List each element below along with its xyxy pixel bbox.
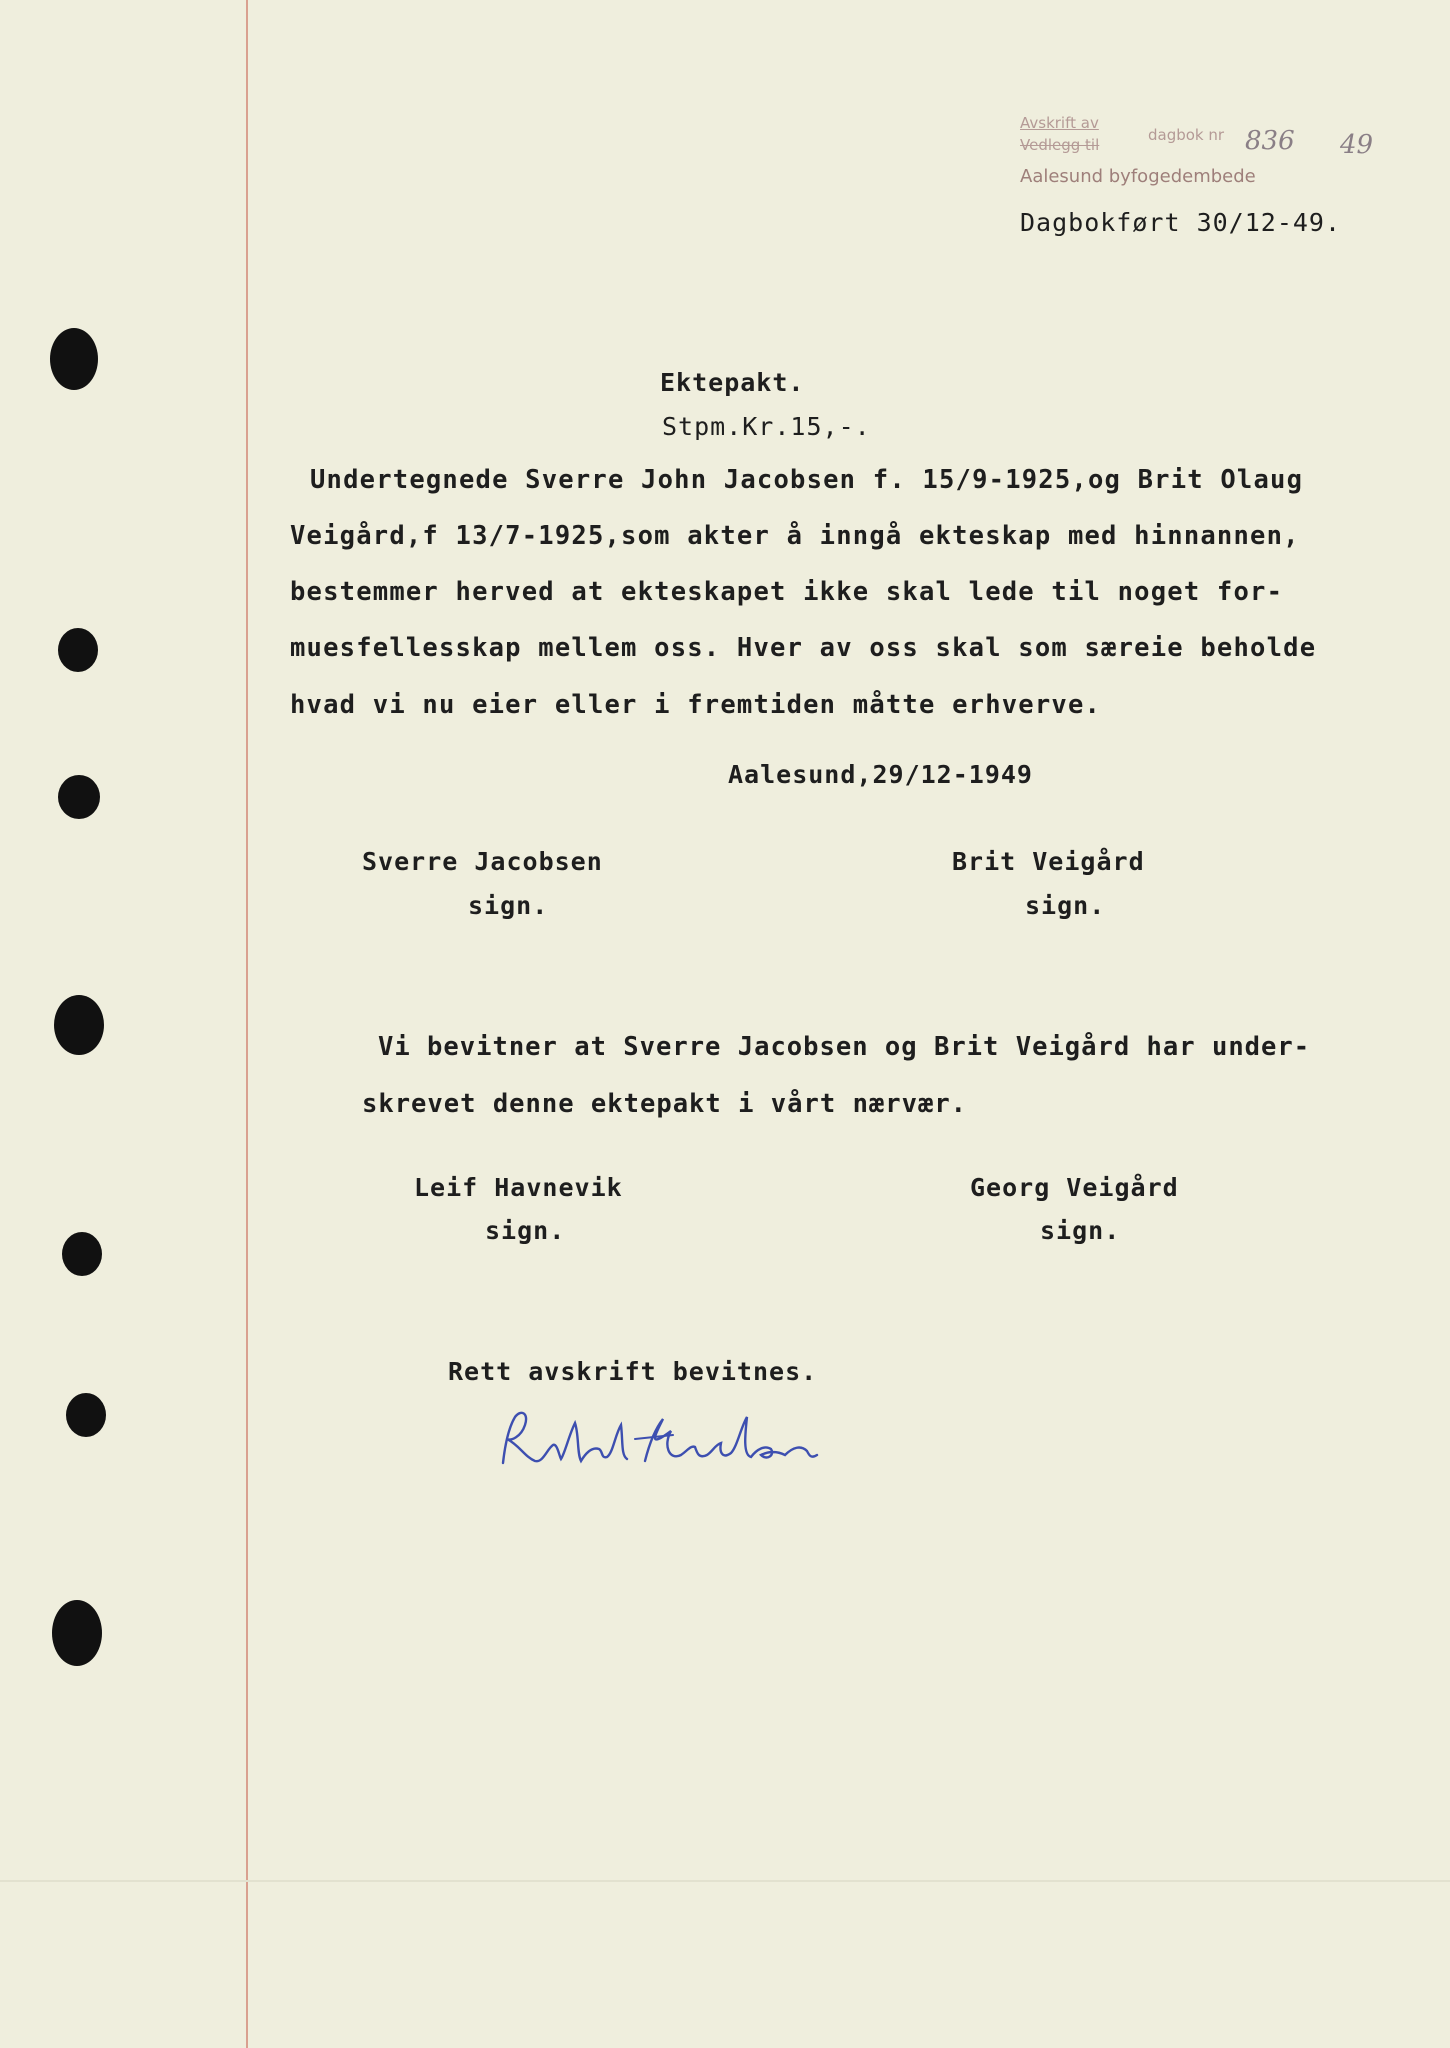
signatory-name: Brit Veigård [952, 847, 1145, 876]
witness-sign: sign. [1040, 1216, 1121, 1245]
stamp-number: 836 [1245, 126, 1295, 156]
body-line: bestemmer herved at ekteskapet ikke skal lede til noget for- [290, 577, 1284, 607]
handwritten-signature [495, 1405, 825, 1485]
binder-hole-icon [58, 775, 100, 819]
page-bottom-edge [0, 1880, 1450, 1882]
signatory-sign: sign. [468, 891, 549, 920]
page-title: Ektepakt. [660, 368, 805, 397]
stamp-line-2: Vedlegg til [1020, 136, 1100, 154]
stamp-line-2b: dagbok nr [1148, 126, 1225, 144]
witness-line: Vi bevitner at Sverre Jacobsen og Brit Veigård har under- [378, 1032, 1311, 1062]
margin-line [246, 0, 248, 2048]
binder-hole-icon [54, 995, 104, 1055]
witness-name: Georg Veigård [970, 1173, 1179, 1202]
witness-sign: sign. [485, 1216, 566, 1245]
witness-name: Leif Havnevik [414, 1173, 623, 1202]
binder-hole-icon [58, 628, 98, 672]
certification-text: Rett avskrift bevitnes. [448, 1357, 818, 1386]
body-line: hvad vi nu eier eller i fremtiden måtte erhverve. [290, 690, 1102, 720]
registered-date: Dagbokført 30/12-49. [1020, 208, 1342, 237]
witness-line: skrevet denne ektepakt i vårt nærvær. [362, 1089, 968, 1119]
binder-hole-icon [62, 1232, 102, 1276]
signatory-sign: sign. [1025, 891, 1106, 920]
body-line: muesfellesskap mellem oss. Hver av oss skal som særeie beholde [290, 633, 1317, 663]
place-date: Aalesund,29/12-1949 [728, 760, 1033, 789]
stamp-line-1: Avskrift av [1020, 114, 1099, 132]
signatory-name: Sverre Jacobsen [362, 847, 603, 876]
stamp-line-3: Aalesund byfogedembede [1020, 166, 1256, 187]
binder-hole-icon [66, 1393, 106, 1437]
binder-hole-icon [50, 328, 98, 390]
body-line: Undertegnede Sverre John Jacobsen f. 15/9-1925,og Brit Olaug [310, 465, 1304, 495]
stamp-year: 49 [1340, 130, 1374, 160]
stamp-duty: Stpm.Kr.15,-. [662, 412, 871, 441]
binder-hole-icon [52, 1600, 102, 1666]
body-line: Veigård,f 13/7-1925,som akter å inngå ekteskap med hinnannen, [290, 521, 1300, 551]
